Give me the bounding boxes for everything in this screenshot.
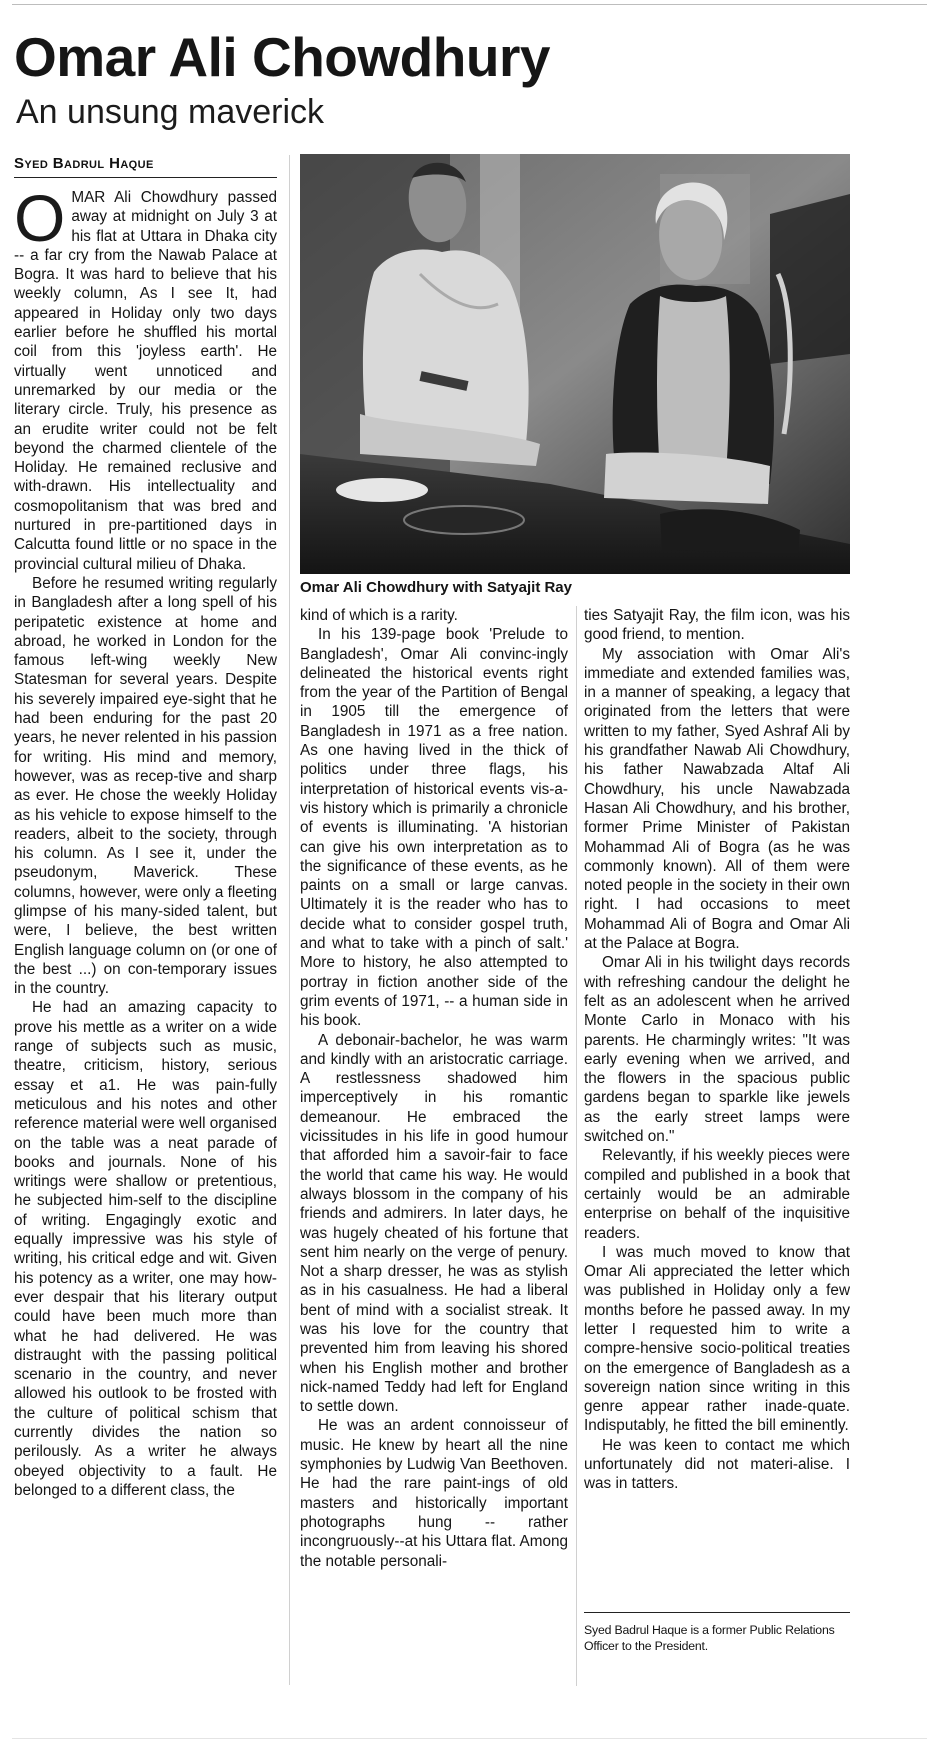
headline: Omar Ali Chowdhury (14, 26, 550, 88)
paragraph: Omar Ali in his twilight days records with refreshing candour the delight he felt as an adolescent when he arrived Monte Carlo in Monaco with his parents. He charmingly writes: "It was early evening when we arrived, and the flowers in the spacious public gardens began to sparkle like jewels as the early street lamps were switched on." (584, 954, 850, 1146)
paragraph: He had an amazing capacity to prove his mettle as a writer on a wide range of subjects such as music, theatre, criticism, history, serious essay et a1. He was pain-fully meticulous and his notes and other reference material were well organised on the table was a neat parade of books and journals. None of his writings were shallow or pretentious, he subjected him-self to the discipline of writing. Engagingly exotic and equally impressive was his style of writing, his critical edge and wit. Given his potency as a writer, one may how-ever despair that his literary output could have been much more than what he had delivered. He was distraught with the passing political scenario in the country, and never allowed his outlook to be frosted with the culture of political schism that currently divides the nation so perilously. As a writer he always obeyed objectivity to a fault. He belonged to a different class, the (14, 999, 277, 1499)
paragraph: He was keen to contact me which unfortunately did not materi-alise. I was in tatters. (584, 1436, 850, 1493)
paragraph: ties Satyajit Ray, the film icon, was his good friend, to mention. (584, 607, 850, 644)
article-column-1 (14, 188, 277, 1670)
paragraph: In his 139-page book 'Prelude to Bangladesh', Omar Ali convinc-ingly delineated the historical events right from the year of the Partition of Bengal in 1905 till the emergence of Bangladesh in 1971 as a free nation. As one having lived in the thick of politics under three flags, his interpretation of historical events vis-a-vis history which is primarily a chronicle of events is illuminating. 'A historian can give his own interpretation as to the significance of these events, as he paints on a small or large canvas. Ultimately it is the reader who has to decide what to consider gospel truth, and what to take with a pinch of salt.' More to history, he also attempted to portray in fiction another side of the grim events of 1971, -- a human side in his book. (300, 626, 568, 1030)
article-column-2 (300, 606, 568, 1686)
paragraph: A debonair-bachelor, he was warm and kindly with an aristocratic carriage. A restlessness shadowed him imperceptively in his romantic demeanour. He embraced the vicissitudes in his life in good humour that afforded him a savoir-fair to face the world that came his way. He would always blossom in the company of his friends and admirers. In later days, he was hugely cheated of his fortune that sent him nearly on the verge of penury. Not a sharp dresser, he was as stylish as in his casualness. He had a liberal bent of mind with a socialist streak. It was his love for the country that prevented him from leaving his shored when his English mother and brother nick-named Teddy had left for England to settle down. (300, 1031, 568, 1416)
paragraph: Relevantly, if his weekly pieces were compiled and published in a book that certainly would be an admirable enterprise on behalf of the inquisitive readers. (584, 1147, 850, 1242)
byline: Syed Badrul Haque (14, 155, 277, 178)
photo-illustration (300, 154, 850, 574)
subheadline: An unsung maverick (16, 93, 325, 131)
paragraph (14, 188, 277, 574)
photo-caption: Omar Ali Chowdhury with Satyajit Ray (300, 579, 572, 596)
paragraph: He was an ardent connoisseur of music. He knew by heart all the nine symphonies by Ludwig Van Beethoven. He had the rare paint-ings of old masters and historically important photographs hung -- rather incongruously--at his Uttara flat. Among the notable personali- (300, 1417, 568, 1570)
paragraph: kind of which is a rarity. (300, 607, 458, 624)
footnote-rule (584, 1612, 850, 1613)
paragraph: Before he resumed writing regularly in Bangladesh after a long spell of his peripatetic existence at home and abroad, he worked in London for the famous left-wing weekly New Statesman for several years. Despite his severely impaired eye-sight that he had been enduring for the past 20 years, he never relented in his passion for writing. His mind and memory, however, was as recep-tive and sharp as ever. He chose the weekly Holiday as his vehicle to expose himself to the readers, albeit to the society, through his column. As I see it, under the pseudonym, Maverick. These columns, however, were only a fleeting glimpse of his many-sided talent, but were, I believe, the best written English language column on (or one of the best ...) on con-temporary issues in the country. (14, 574, 277, 998)
column-divider (289, 155, 290, 1685)
drop-cap: O (14, 188, 66, 255)
top-rule (12, 4, 927, 5)
paragraph: My association with Omar Ali's immediate and extended families was, in a manner of speaking, a legacy that originated from the letters that were written to my father, Syed Ashraf Ali by his grandfather Nawab Ali Chowdhury, his father Nawabzada Altaf Ali Chowdhury, his uncle Nawabzada Hasan Ali Chowdhury, and his brother, former Prime Minister of Pakistan Mohammad Ali of Bogra (as he was commonly known). All of them were noted people in the society in their own right. I had occasions to meet Mohammad Ali of Bogra and Omar Ali at the Palace at Bogra. (584, 645, 850, 953)
author-footnote: Syed Badrul Haque is a former Public Relations Officer to the President. (584, 1623, 835, 1653)
paragraph: I was much moved to know that Omar Ali appreciated the letter which was published in Holiday only a few months before he passed away. In my letter I requested him to write a compre-hensive socio-political treaties on the emergence of Bangladesh as a sovereign nation since writing in this genre appear rather inade-quate. Indisputably, he fitted the bill eminently. (584, 1243, 850, 1435)
column-divider (576, 606, 577, 1686)
paragraph-text: MAR Ali Chowdhury passed away at midnight on July 3 at his flat at Uttara in Dhaka city -- a far cry from the Nawab Palace at Bogra. It was hard to believe that his weekly column, As I see It, had appeared in Holiday only two days earlier before he shuffled his mortal coil from this 'joyless earth'. He virtually went unnoticed and unremarked by our media or the literary circle. Truly, his presence as an erudite writer could not be felt beyond the charmed clientele of the Holiday. He remained reclusive and with-drawn. His intellectuality and cosmopolitanism that was bred and nurtured in pre-partitioned days in Calcutta found little or no space in the provincial cultural milieu of Dhaka. (14, 189, 277, 573)
bottom-rule (12, 1738, 927, 1739)
photo-omar-ali-and-satyajit-ray (300, 154, 850, 574)
article-column-3 (584, 606, 850, 1606)
